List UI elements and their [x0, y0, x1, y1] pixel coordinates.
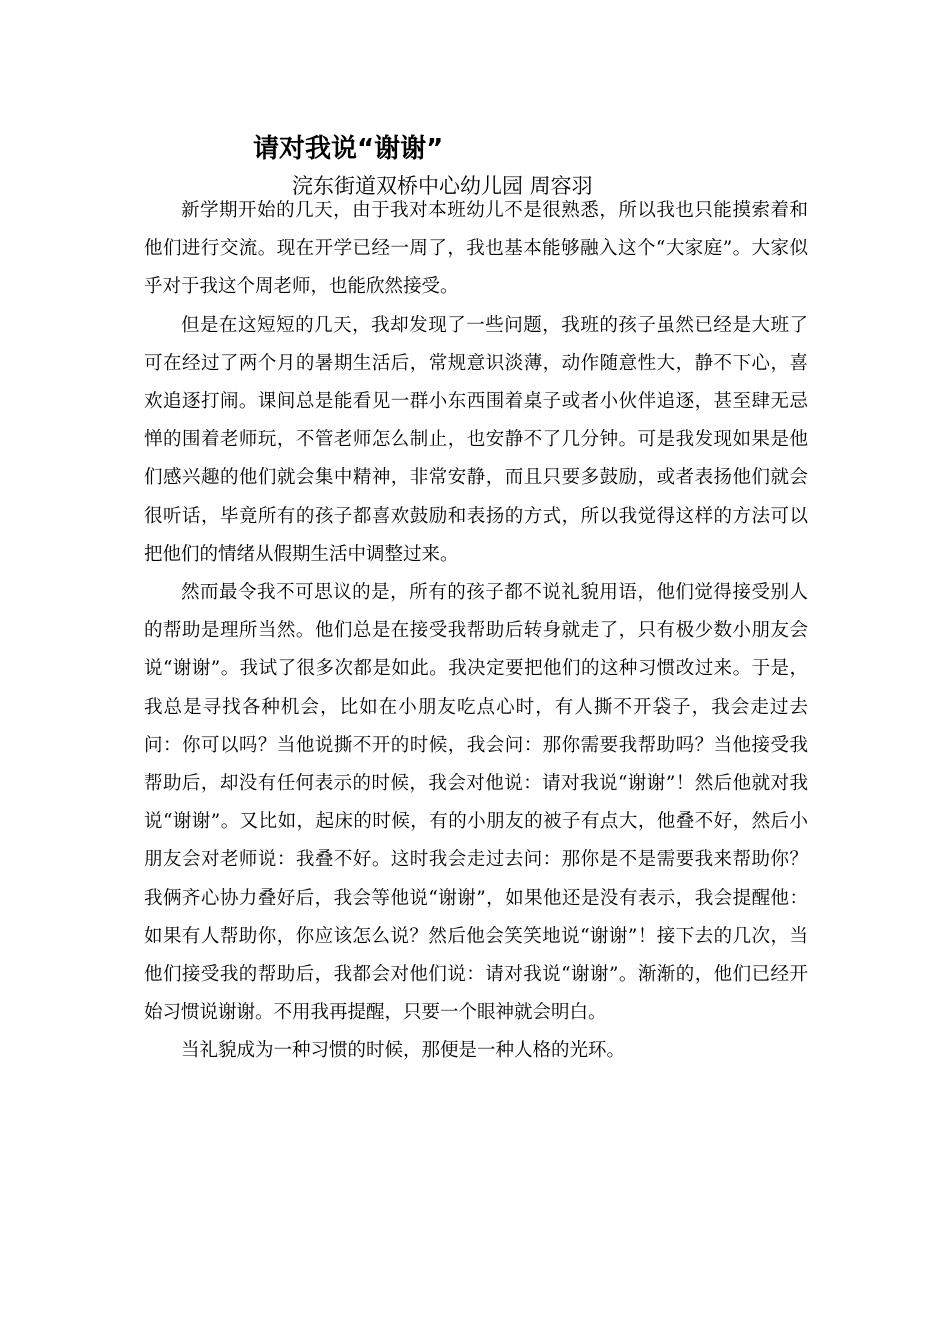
article-body [144, 192, 808, 1071]
paragraph: 新学期开始的几天，由于我对本班幼儿不是很熟悉，所以我也只能摸索着和他们进行交流。现在开学已经一周了，我也基本能够融入这个“大家庭”。大家似乎对于我这个周老师，也能欣然接受。 [144, 200, 808, 298]
paragraph: 然而最令我不可思议的是，所有的孩子都不说礼貌用语，他们觉得接受别人的帮助是理所当然。他们总是在接受我帮助后转身就走了，只有极少数小朋友会说“谢谢”。我试了很多次都是如此。我决定要把他们的这种习惯改过来。于是，我总是寻找各种机会，比如在小朋友吃点心时，有人撕不开袋子，我会走过去问：你可以吗？当他说撕不开的时候，我会问：那你需要我帮助吗？当他接受我帮助后，却没有任何表示的时候，我会对他说：请对我说“谢谢”！然后他就对我说“谢谢”。又比如，起床的时候，有的小朋友的被子有点大，他叠不好，然后小朋友会对老师说：我叠不好。这时我会走过去问：那你是不是需要我来帮助你？我俩齐心协力叠好后，我会等他说“谢谢”，如果他还是没有表示，我会提醒他：如果有人帮助你，你应该怎么说？然后他会笑笑地说“谢谢”！接下去的几次，当他们接受我的帮助后，我都会对他们说：请对我说“谢谢”。渐渐的，他们已经开始习惯说谢谢。不用我再提醒，只要一个眼神就会明白。 [144, 582, 808, 1024]
paragraph: 但是在这短短的几天，我却发现了一些问题，我班的孩子虽然已经是大班了可在经过了两个月的暑期生活后，常规意识淡薄，动作随意性大，静不下心，喜欢追逐打闹。课间总是能看见一群小东西围着桌子或者小伙伴追逐，甚至肆无忌惮的围着老师玩，不管老师怎么制止，也安静不了几分钟。可是我发现如果是他们感兴趣的他们就会集中精神，非常安静，而且只要多鼓励，或者表扬他们就会很听话，毕竟所有的孩子都喜欢鼓励和表扬的方式，所以我觉得这样的方法可以把他们的情绪从假期生活中调整过来。 [144, 314, 808, 565]
document-title: 请对我说“谢谢” [253, 134, 444, 164]
author-byline: 浣东街道双桥中心幼儿园 周容羽 [292, 174, 593, 198]
paragraph: 当礼貌成为一种习惯的时候，那便是一种人格的光环。 [181, 1040, 626, 1062]
